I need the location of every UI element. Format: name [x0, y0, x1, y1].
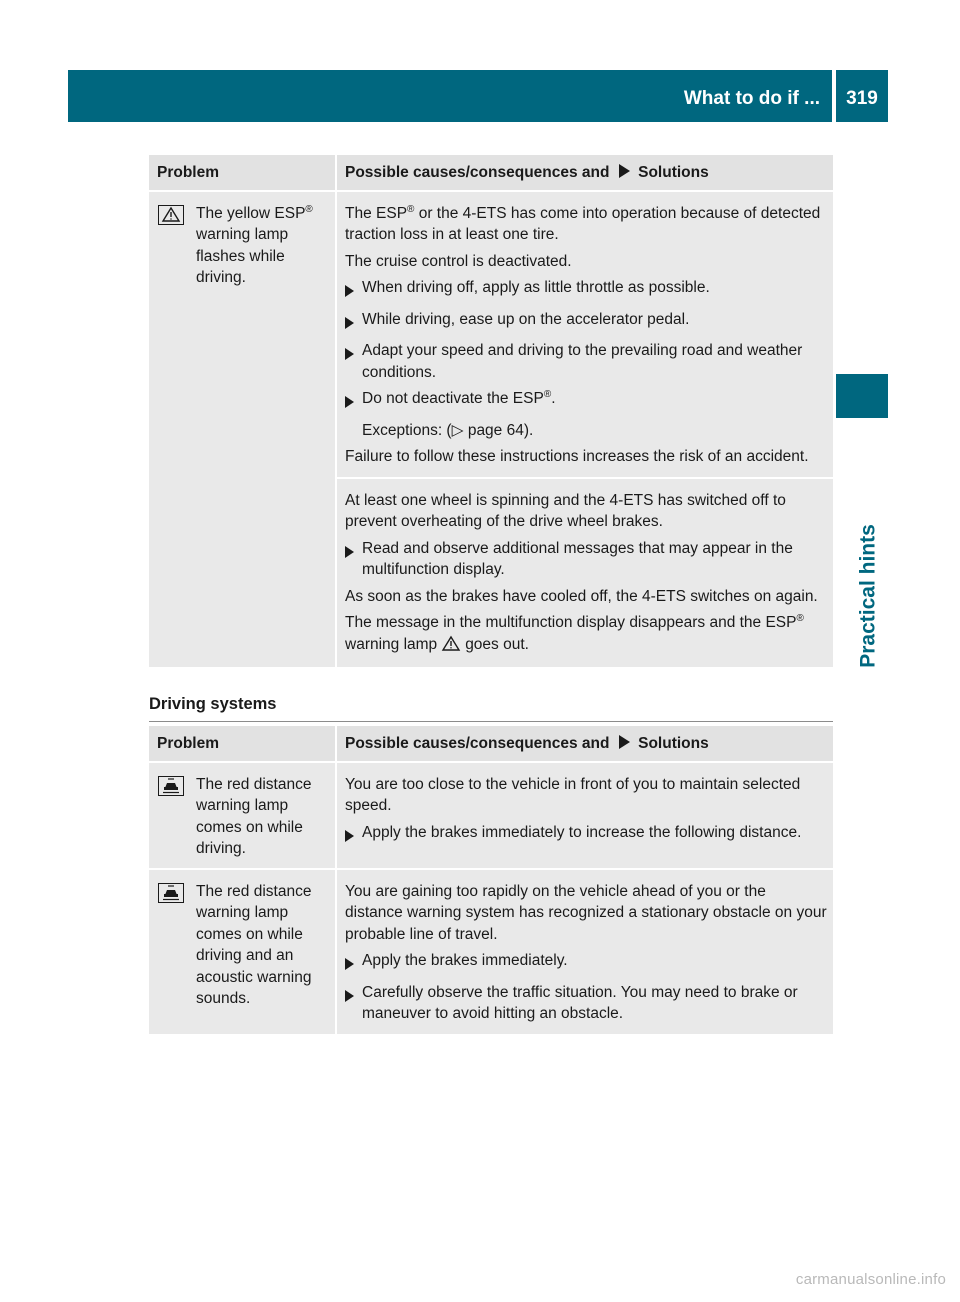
table-row: [149, 870, 833, 1036]
solution-step: Apply the brakes immediately.: [345, 950, 827, 977]
solution-cell: [337, 763, 833, 870]
warning-text: Failure to follow these instructions increases the risk of an accident.: [345, 448, 809, 465]
result-text: The message in the multifunction display disappears and the ESP® warning lamp goes out.: [345, 612, 804, 653]
solution-step: When driving off, apply as little throttle as possible.: [345, 277, 827, 304]
note-text: The cruise control is deactivated.: [345, 252, 572, 270]
solution-block-traction: [337, 192, 833, 479]
solution-step: Carefully observe the traffic situation. You may need to brake or maneuver to avoid hitting an obstacle.: [345, 982, 827, 1025]
step-arrow-icon: [345, 958, 354, 970]
solution-step: While driving, ease up on the accelerator pedal.: [345, 309, 827, 336]
note-text: As soon as the brakes have cooled off, the 4-ETS switches on again.: [345, 587, 818, 605]
solution-step: Adapt your speed and driving to the prevailing road and weather conditions.: [345, 340, 827, 383]
step-arrow-icon: [345, 348, 354, 360]
problem-text: The yellow ESP® warning lamp flashes while driving.: [196, 203, 313, 286]
cause-text: At least one wheel is spinning and the 4-ETS has switched off to prevent overheating of the drive wheel brakes.: [345, 491, 786, 530]
arrow-icon: [618, 164, 630, 178]
cause-text: You are gaining too rapidly on the vehicle ahead of you or the distance warning system has recognized a stationary obstacle on your probable line of travel.: [345, 882, 827, 943]
step-arrow-icon: [345, 317, 354, 329]
esp-warning-icon: [158, 205, 184, 225]
solution-cell: [337, 870, 833, 1036]
problem-cell: [149, 192, 337, 670]
distance-warning-icon: [158, 883, 184, 903]
cause-text: The ESP® or the 4-ETS has come into operation because of detected traction loss in at least one tire.: [345, 203, 821, 243]
esp-warning-icon: [440, 635, 462, 652]
column-header-problem: Problem: [149, 726, 337, 763]
esp-problem-table: [149, 155, 833, 669]
page-number: 319: [846, 88, 878, 109]
column-header-solutions: Possible causes/consequences and Solutions: [337, 155, 833, 192]
solution-block-overheating: [337, 479, 833, 670]
page-reference: Exceptions: (▷ page 64).: [362, 421, 534, 439]
table-row: [149, 763, 833, 870]
problem-text: The red distance warning lamp comes on while driving and an acoustic warning sounds.: [196, 882, 312, 1007]
step-arrow-icon: [345, 546, 354, 558]
solution-step: Apply the brakes immediately to increase the following distance.: [345, 822, 827, 849]
arrow-icon: [618, 735, 630, 749]
solution-step: Do not deactivate the ESP®.: [345, 388, 827, 415]
column-header-problem: Problem: [149, 155, 337, 192]
cause-text: You are too close to the vehicle in front of you to maintain selected speed.: [345, 775, 801, 814]
driving-systems-table: [149, 726, 833, 1036]
step-arrow-icon: [345, 285, 354, 297]
step-arrow-icon: [345, 830, 354, 842]
problem-cell: [149, 870, 337, 1036]
column-header-solutions: Possible causes/consequences and Solutions: [337, 726, 833, 763]
problem-text: The red distance warning lamp comes on while driving.: [196, 775, 312, 857]
distance-warning-icon: [158, 776, 184, 796]
side-tab-label: Practical hints: [856, 524, 880, 668]
problem-cell: [149, 763, 337, 870]
step-arrow-icon: [345, 396, 354, 408]
step-arrow-icon: [345, 990, 354, 1002]
solution-step: Read and observe additional messages that may appear in the multifunction display.: [345, 538, 827, 581]
chapter-title: What to do if ...: [683, 88, 820, 109]
watermark: carmanualsonline.info: [795, 1270, 946, 1288]
section-title: Driving systems: [149, 694, 833, 722]
side-tab-marker: [836, 374, 888, 418]
